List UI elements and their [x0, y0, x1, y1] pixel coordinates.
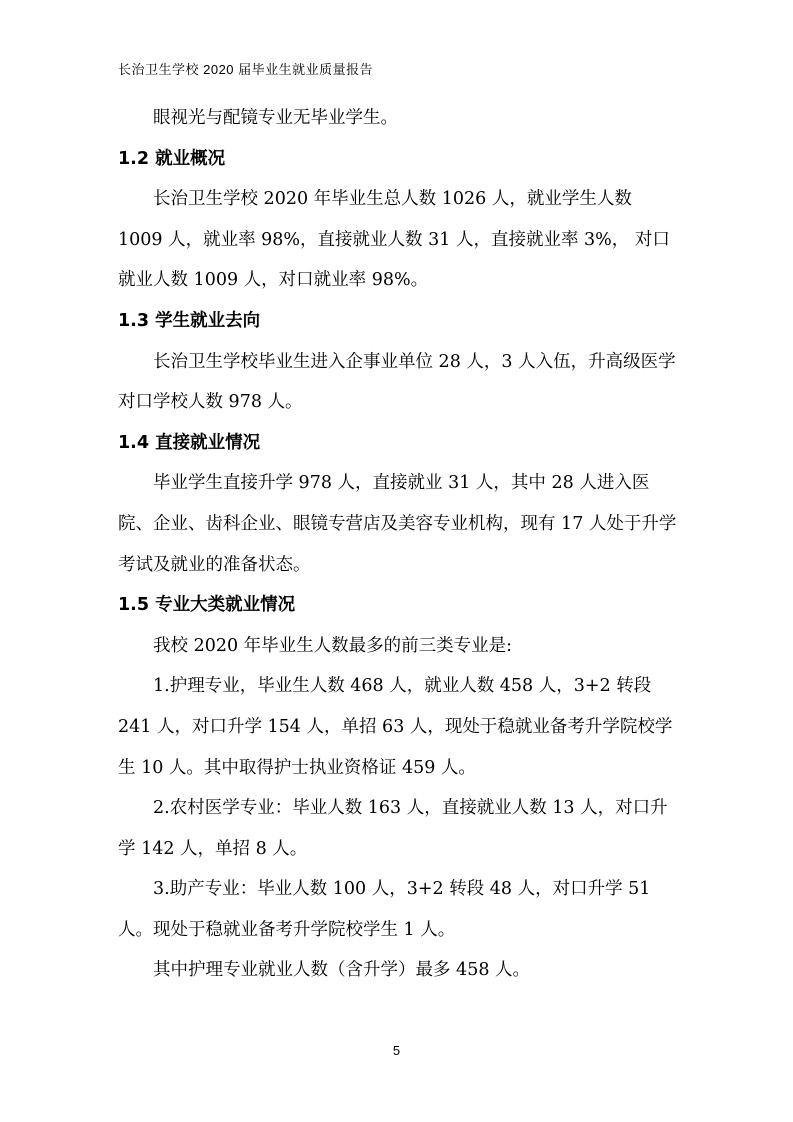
paragraph: 眼视光与配镜专业无毕业学生。 — [153, 108, 398, 128]
list-item-rural-medicine: 2.农村医学专业：毕业人数 163 人，直接就业人数 13 人，对口升学 142 人，单招 8 人。 — [118, 798, 668, 859]
paragraph: 其中护理专业就业人数（含升学）最多 458 人。 — [153, 960, 531, 981]
list-item-nursing: 1.护理专业，毕业生人数 468 人，就业人数 458 人，3+2 转段 241 人，对口升学 154 人，单招 63 人，现处于稳就业备考升学院校学生 10 人。其中取得护士执业资格证 459 人。 — [118, 676, 673, 778]
list-item-midwifery: 3.助产专业：毕业人数 100 人，3+2 转段 48 人，对口升学 51 人。现处于稳就业备考升学院校学生 1 人。 — [118, 879, 651, 940]
paragraph: 毕业学生直接升学 978 人，直接就业 31 人，其中 28 人进入医院、企业、齿科企业、眼镜专营店及美容专业机构，现有 17 人处于升学考试及就业的准备状态。 — [118, 473, 677, 575]
paragraph: 我校 2020 年毕业生人数最多的前三类专业是: — [153, 635, 513, 656]
page-number: 5 — [392, 1043, 401, 1058]
section-heading-1-5: 1.5 专业大类就业情况 — [118, 595, 296, 616]
page-header: 长治卫生学校 2020 届毕业生就业质量报告 — [118, 62, 374, 77]
section-heading-1-4: 1.4 直接就业情况 — [118, 432, 261, 453]
section-heading-1-2: 1.2 就业概况 — [118, 148, 226, 169]
paragraph: 长治卫生学校毕业生进入企事业单位 28 人，3 人入伍，升高级医学对口学校人数 978 人。 — [118, 351, 676, 413]
document-body — [118, 98, 678, 991]
section-heading-1-3: 1.3 学生就业去向 — [118, 310, 261, 331]
paragraph: 长治卫生学校 2020 年毕业生总人数 1026 人，就业学生人数 1009 人，就业率 98%，直接就业人数 31 人，直接就业率 3%， 对口就业人数 1009 人，对口就业率 98%。 — [118, 189, 670, 291]
